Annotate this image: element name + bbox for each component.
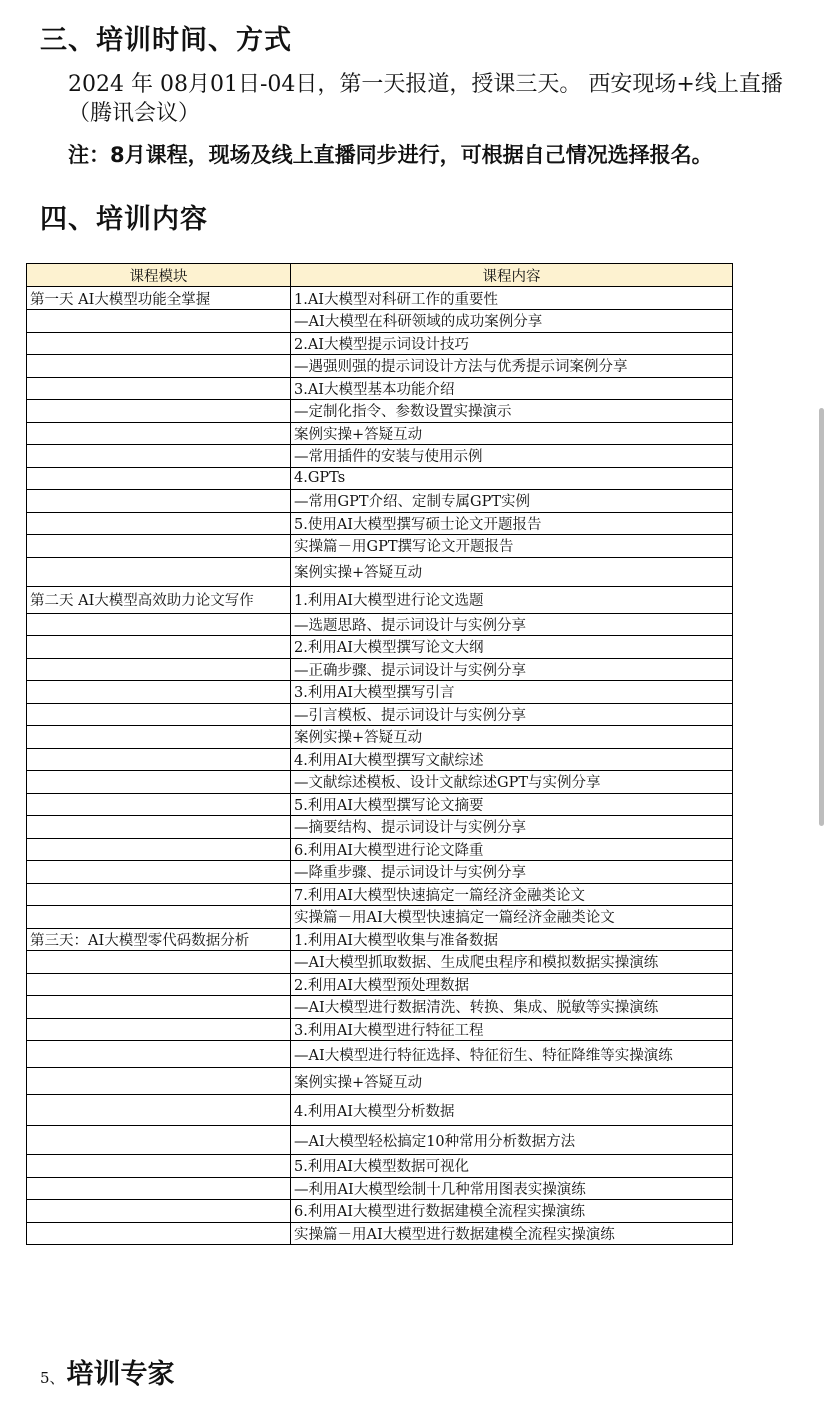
module-cell xyxy=(27,1177,291,1200)
content-cell: 3.利用AI大模型进行特征工程 xyxy=(291,1018,733,1041)
content-cell: —定制化指令、参数设置实操演示 xyxy=(291,400,733,423)
table-row xyxy=(27,1155,733,1178)
content-cell: 案例实操+答疑互动 xyxy=(291,557,733,586)
module-cell xyxy=(27,951,291,974)
table-row xyxy=(27,1095,733,1126)
module-cell xyxy=(27,490,291,513)
table-row xyxy=(27,861,733,884)
table-row xyxy=(27,1018,733,1041)
table-row xyxy=(27,377,733,400)
module-cell xyxy=(27,310,291,333)
content-cell: 实操篇－用AI大模型快速搞定一篇经济金融类论文 xyxy=(291,906,733,929)
content-cell: 3.AI大模型基本功能介绍 xyxy=(291,377,733,400)
content-cell: 1.利用AI大模型进行论文选题 xyxy=(291,586,733,613)
table-row xyxy=(27,636,733,659)
experts-heading-text: 培训专家 xyxy=(66,1359,175,1390)
module-cell xyxy=(27,445,291,468)
module-cell xyxy=(27,816,291,839)
table-row xyxy=(27,1068,733,1095)
table-row xyxy=(27,658,733,681)
table-row xyxy=(27,490,733,513)
table-row xyxy=(27,726,733,749)
section-heading-training-content: 四、培训内容 xyxy=(40,204,208,235)
table-row xyxy=(27,535,733,558)
section-heading-training-time: 三、培训时间、方式 xyxy=(40,25,292,56)
content-cell: —降重步骤、提示词设计与实例分享 xyxy=(291,861,733,884)
header-content: 课程内容 xyxy=(291,264,733,287)
module-cell: 第三天：AI大模型零代码数据分析 xyxy=(27,928,291,951)
table-row xyxy=(27,816,733,839)
module-cell xyxy=(27,400,291,423)
module-cell xyxy=(27,355,291,378)
content-cell: 案例实操+答疑互动 xyxy=(291,422,733,445)
module-cell xyxy=(27,793,291,816)
table-row xyxy=(27,400,733,423)
content-cell: 6.利用AI大模型进行论文降重 xyxy=(291,838,733,861)
content-cell: —常用插件的安装与使用示例 xyxy=(291,445,733,468)
module-cell xyxy=(27,906,291,929)
table-row xyxy=(27,951,733,974)
table-row xyxy=(27,906,733,929)
module-cell xyxy=(27,838,291,861)
table-row xyxy=(27,1177,733,1200)
content-cell: 4.GPTs xyxy=(291,467,733,490)
module-cell xyxy=(27,771,291,794)
table-row xyxy=(27,703,733,726)
module-cell xyxy=(27,1222,291,1245)
table-row xyxy=(27,355,733,378)
table-row xyxy=(27,310,733,333)
module-cell xyxy=(27,681,291,704)
module-cell xyxy=(27,535,291,558)
table-row xyxy=(27,748,733,771)
table-row xyxy=(27,996,733,1019)
section-heading-experts xyxy=(40,1352,175,1391)
content-cell: 7.利用AI大模型快速搞定一篇经济金融类论文 xyxy=(291,883,733,906)
module-cell xyxy=(27,996,291,1019)
content-cell: —AI大模型抓取数据、生成爬虫程序和模拟数据实操演练 xyxy=(291,951,733,974)
scrollbar[interactable] xyxy=(819,408,824,826)
course-table-body xyxy=(27,287,733,1245)
content-cell: —常用GPT介绍、定制专属GPT实例 xyxy=(291,490,733,513)
table-row xyxy=(27,838,733,861)
module-cell xyxy=(27,636,291,659)
table-row xyxy=(27,613,733,636)
module-cell xyxy=(27,1200,291,1223)
content-cell: 6.利用AI大模型进行数据建模全流程实操演练 xyxy=(291,1200,733,1223)
table-row xyxy=(27,332,733,355)
content-cell: —AI大模型进行数据清洗、转换、集成、脱敏等实操演练 xyxy=(291,996,733,1019)
module-cell xyxy=(27,1068,291,1095)
content-cell: 2.利用AI大模型预处理数据 xyxy=(291,973,733,996)
table-row xyxy=(27,445,733,468)
module-cell xyxy=(27,703,291,726)
training-note: 注：8月课程，现场及线上直播同步进行，可根据自己情况选择报名。 xyxy=(68,143,713,167)
table-row xyxy=(27,793,733,816)
table-row xyxy=(27,883,733,906)
content-cell: —遇强则强的提示词设计方法与优秀提示词案例分享 xyxy=(291,355,733,378)
content-cell: 实操篇－用AI大模型进行数据建模全流程实操演练 xyxy=(291,1222,733,1245)
table-row xyxy=(27,973,733,996)
module-cell xyxy=(27,726,291,749)
module-cell xyxy=(27,512,291,535)
table-row xyxy=(27,586,733,613)
module-cell xyxy=(27,658,291,681)
module-cell: 第一天 AI大模型功能全掌握 xyxy=(27,287,291,310)
content-cell: 3.利用AI大模型撰写引言 xyxy=(291,681,733,704)
header-module: 课程模块 xyxy=(27,264,291,287)
content-cell: —AI大模型在科研领域的成功案例分享 xyxy=(291,310,733,333)
content-cell: 4.利用AI大模型分析数据 xyxy=(291,1095,733,1126)
content-cell: 2.利用AI大模型撰写论文大纲 xyxy=(291,636,733,659)
section-number: 5、 xyxy=(40,1369,65,1387)
content-cell: —利用AI大模型绘制十几种常用图表实操演练 xyxy=(291,1177,733,1200)
content-cell: 5.利用AI大模型撰写论文摘要 xyxy=(291,793,733,816)
module-cell xyxy=(27,883,291,906)
module-cell xyxy=(27,557,291,586)
table-row xyxy=(27,1222,733,1245)
module-cell xyxy=(27,1126,291,1155)
table-row xyxy=(27,287,733,310)
content-cell: 5.使用AI大模型撰写硕士论文开题报告 xyxy=(291,512,733,535)
content-cell: —文献综述模板、设计文献综述GPT与实例分享 xyxy=(291,771,733,794)
table-row xyxy=(27,467,733,490)
course-table xyxy=(26,263,733,1245)
table-row xyxy=(27,1200,733,1223)
module-cell xyxy=(27,1095,291,1126)
module-cell xyxy=(27,467,291,490)
content-cell: —引言模板、提示词设计与实例分享 xyxy=(291,703,733,726)
table-row xyxy=(27,1041,733,1068)
table-row xyxy=(27,422,733,445)
content-cell: 案例实操+答疑互动 xyxy=(291,726,733,749)
table-row xyxy=(27,771,733,794)
content-cell: 1.AI大模型对科研工作的重要性 xyxy=(291,287,733,310)
module-cell xyxy=(27,861,291,884)
content-cell: 实操篇－用GPT撰写论文开题报告 xyxy=(291,535,733,558)
module-cell xyxy=(27,332,291,355)
table-row xyxy=(27,512,733,535)
content-cell: 1.利用AI大模型收集与准备数据 xyxy=(291,928,733,951)
module-cell xyxy=(27,1041,291,1068)
content-cell: —摘要结构、提示词设计与实例分享 xyxy=(291,816,733,839)
content-cell: —正确步骤、提示词设计与实例分享 xyxy=(291,658,733,681)
table-header-row xyxy=(27,264,733,287)
module-cell xyxy=(27,613,291,636)
table-row xyxy=(27,928,733,951)
module-cell xyxy=(27,422,291,445)
table-row xyxy=(27,681,733,704)
table-row xyxy=(27,557,733,586)
content-cell: 5.利用AI大模型数据可视化 xyxy=(291,1155,733,1178)
content-cell: 4.利用AI大模型撰写文献综述 xyxy=(291,748,733,771)
content-cell: 案例实操+答疑互动 xyxy=(291,1068,733,1095)
module-cell xyxy=(27,1018,291,1041)
module-cell: 第二天 AI大模型高效助力论文写作 xyxy=(27,586,291,613)
module-cell xyxy=(27,973,291,996)
module-cell xyxy=(27,377,291,400)
training-time-text: 2024 年 08月01日-04日，第一天报道，授课三天。 西安现场+线上直播（腾讯会议） xyxy=(68,72,783,126)
module-cell xyxy=(27,748,291,771)
content-cell: —AI大模型进行特征选择、特征衍生、特征降维等实操演练 xyxy=(291,1041,733,1068)
content-cell: —AI大模型轻松搞定10种常用分析数据方法 xyxy=(291,1126,733,1155)
table-row xyxy=(27,1126,733,1155)
module-cell xyxy=(27,1155,291,1178)
content-cell: —选题思路、提示词设计与实例分享 xyxy=(291,613,733,636)
content-cell: 2.AI大模型提示词设计技巧 xyxy=(291,332,733,355)
